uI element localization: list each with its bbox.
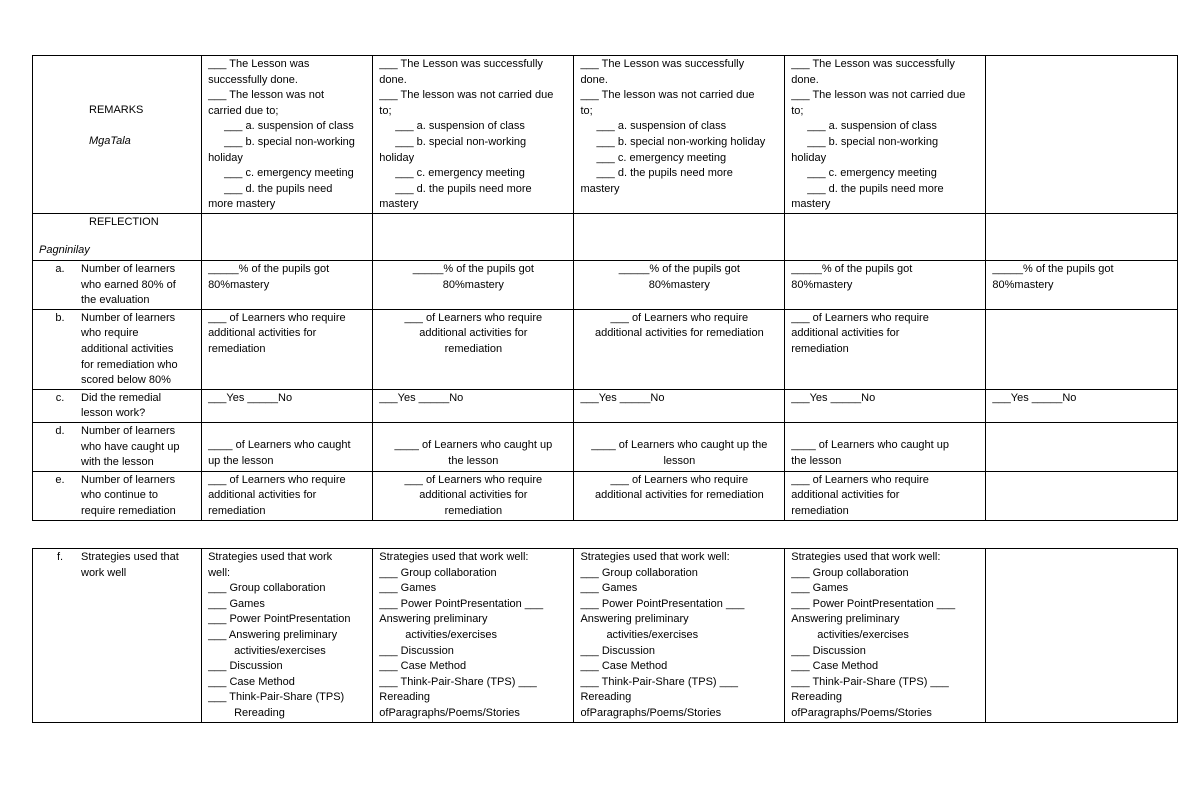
strategies-cell [373,549,574,723]
text-line: Rereading [580,691,632,704]
response-cell [574,389,785,422]
response-cell [373,261,574,310]
response-cell [785,261,986,310]
yes-no-choice: ___Yes _____No [379,391,464,404]
criterion-cell [33,389,202,422]
text-line: ___ Think-Pair-Share (TPS) [208,691,345,704]
text-line: ___ b. special non-working holiday [596,135,766,148]
criterion-label: Did the remedial [81,391,162,404]
text-line: ___ a. suspension of class [395,120,525,133]
text-line: ___ a. suspension of class [807,120,937,133]
text-line: remediation [444,504,503,517]
text-line: ___ Think-Pair-Share (TPS) ___ [379,675,537,688]
text-line: additional activities for [791,489,900,502]
text-line: ___ The lesson was not carried due [379,89,554,102]
empty-cell [785,214,986,261]
text-line: ___ d. the pupils need [224,182,333,195]
empty-cell [986,56,1178,214]
text-line: 80%mastery [992,278,1054,291]
text-line: ___ a. suspension of class [596,120,727,133]
empty-cell [373,214,574,261]
criterion-label: Number of learners [81,473,176,486]
text-line: _____% of the pupils got [992,263,1114,275]
response-cell [785,422,986,471]
text-line: mastery [791,198,831,211]
text-line: ___ Case Method [379,660,467,673]
text-line: ___ Group collaboration [379,566,497,579]
criterion-label: scored below 80% [81,374,171,387]
text-line: additional activities for remediation [594,327,764,340]
text-line: ___ The Lesson was successfully [379,58,543,70]
response-cell [574,422,785,471]
empty-cell [574,214,785,261]
remarks-label: REMARKS [89,104,144,116]
criterion-letter: e. [55,473,65,486]
text-line: ___ Games [379,582,437,595]
text-line: mastery [580,182,620,195]
criterion-label: Number of learners [81,263,176,275]
text-line: additional activities for remediation [594,489,764,502]
text-line: 80%mastery [208,278,270,291]
text-line: ___ Power PointPresentation ___ [379,597,544,610]
text-line: ___ Group collaboration [791,566,909,579]
text-line: ___ Case Method [208,675,295,688]
criterion-label: additional activities [81,342,174,355]
text-line: ___ of Learners who require [610,473,749,486]
strategies-cell [574,549,785,723]
criterion-label: Number of learners [81,311,176,324]
empty-cell [986,471,1178,520]
text-line: done. [791,73,819,86]
text-line: ___ d. the pupils need more [395,182,532,195]
response-cell [986,261,1178,310]
text-line: additional activities for [419,489,528,502]
text-line: ofParagraphs/Poems/Stories [791,706,932,719]
empty-cell [202,214,373,261]
criterion-label: lesson work? [81,407,146,420]
yes-no-choice: ___Yes _____No [791,391,876,404]
row-b [33,309,1178,389]
text-line: _____% of the pupils got [791,263,913,275]
text-line: ___ a. suspension of class [224,120,354,133]
text-line: ___ Think-Pair-Share (TPS) ___ [791,675,949,688]
text-line: ____ of Learners who caught up the [591,438,768,451]
text-line: carried due to; [208,104,279,117]
text-line: ___ c. emergency meeting [224,167,354,180]
response-cell [373,389,574,422]
text-line: remediation [791,342,849,355]
response-cell [202,261,373,310]
criterion-label: who require [81,327,139,340]
criterion-letter: c. [55,391,65,404]
text-line: ___ The Lesson was successfully [791,58,955,70]
response-cell [202,389,373,422]
text-line: activities/exercises [817,628,909,641]
text-line: holiday [379,151,415,164]
row-c [33,389,1178,422]
criterion-label: who have caught up [81,440,180,453]
text-line: done. [379,73,407,86]
text-line: ___ c. emergency meeting [596,151,727,164]
text-line: ___ Games [580,582,638,595]
criterion-label: require remediation [81,504,176,517]
response-cell [202,422,373,471]
text-line: ___ Discussion [208,660,283,673]
text-line: to; [791,104,804,117]
response-cell [373,422,574,471]
text-line: 80%mastery [791,278,853,291]
text-line: ___ Power PointPresentation [208,613,351,626]
criterion-letter: f. [56,551,64,563]
text-line: well: [208,566,231,579]
remarks-cell [785,56,986,214]
text-line: done. [580,73,608,86]
text-line: ___ Discussion [791,644,866,657]
remarks-cell [202,56,373,214]
text-line: ___ Games [208,597,265,610]
text-line: ___ Power PointPresentation ___ [791,597,956,610]
criterion-cell [33,471,202,520]
text-line: to; [580,104,593,117]
text-line: up the lesson [208,454,274,467]
text-line: ___ Case Method [580,660,668,673]
remarks-cell [574,56,785,214]
text-line: Strategies used that work [208,551,333,563]
remarks-sublabel: MgaTala [89,134,131,147]
text-line: ___ Games [791,582,849,595]
text-line: holiday [208,151,243,164]
response-cell [785,389,986,422]
criterion-label: work well [81,566,127,579]
text-line: Rereading [234,706,285,719]
text-line: ___ The lesson was not carried due [791,89,966,102]
yes-no-choice: ___Yes _____No [208,391,293,404]
text-line: ofParagraphs/Poems/Stories [379,706,520,719]
text-line: remediation [208,342,266,355]
empty-cell [986,214,1178,261]
text-line: to; [379,104,392,117]
text-line: ___ Group collaboration [208,582,326,595]
response-cell [574,261,785,310]
text-line: Answering preliminary [580,613,689,626]
response-cell [202,471,373,520]
text-line: ____ of Learners who caught up [394,438,553,451]
row-f [33,549,1178,723]
text-line: ___ of Learners who require [791,311,929,324]
criterion-cell [33,261,202,310]
response-cell [574,309,785,389]
text-line: Strategies used that work well: [791,551,941,563]
criterion-letter: a. [55,263,65,275]
text-line: Rereading [379,691,431,704]
text-line: additional activities for [208,327,317,340]
text-line: ___ Group collaboration [580,566,698,579]
row-e [33,471,1178,520]
text-line: _____% of the pupils got [412,263,534,275]
dll-table-reflection [32,55,1178,521]
text-line: the lesson [791,454,842,467]
text-line: ___ d. the pupils need more [596,167,733,180]
text-line: _____% of the pupils got [618,263,740,275]
text-line: the lesson [448,454,499,467]
response-cell [785,471,986,520]
text-line: Strategies used that work well: [580,551,730,563]
strategies-cell [202,549,373,723]
text-line: ___ Discussion [379,644,454,657]
text-line: ___ The Lesson was successfully [580,58,745,70]
text-line: _____% of the pupils got [208,263,330,275]
text-line: mastery [379,198,419,211]
reflection-row [33,214,1178,261]
empty-cell [986,422,1178,471]
empty-cell [986,309,1178,389]
text-line: Answering preliminary [379,613,488,626]
text-line: ___ of Learners who require [404,311,543,324]
empty-cell [986,549,1178,723]
text-line: activities/exercises [606,628,699,641]
criterion-label: for remediation who [81,358,178,371]
criterion-letter: b. [55,311,65,324]
text-line: ___ The lesson was not carried due [580,89,755,102]
remarks-cell [373,56,574,214]
text-line: ___ Answering preliminary [208,628,338,641]
row-d [33,422,1178,471]
text-line: ___ c. emergency meeting [807,167,937,180]
text-line: 80%mastery [442,278,504,291]
criterion-label: Strategies used that [81,551,179,563]
yes-no-choice: ___Yes _____No [580,391,665,404]
text-line: ___ of Learners who require [208,311,346,324]
text-line: ___ b. special non-working [224,135,355,148]
text-line: ___ b. special non-working [395,135,527,148]
criterion-cell [33,549,202,723]
text-line: holiday [791,151,827,164]
text-line: successfully done. [208,73,298,86]
reflection-label: REFLECTION [89,216,159,228]
yes-no-choice: ___Yes _____No [992,391,1077,404]
text-line: ___ d. the pupils need more [807,182,944,195]
text-line: ___ b. special non-working [807,135,939,148]
text-line: additional activities for [791,327,900,340]
criterion-label: the evaluation [81,294,150,307]
text-line: additional activities for [208,489,317,502]
text-line: remediation [791,504,849,517]
row-a [33,261,1178,310]
text-line: ___ The Lesson was [208,58,310,70]
text-line: lesson [663,454,696,467]
text-line: remediation [444,342,503,355]
response-cell [785,309,986,389]
criterion-cell [33,422,202,471]
text-line: ___ of Learners who require [208,473,346,486]
reflection-label-cell [33,214,202,261]
criterion-label: who continue to [81,489,159,502]
text-line: more mastery [208,198,276,211]
remarks-row [33,56,1178,214]
text-line: Strategies used that work well: [379,551,529,563]
criterion-label: who earned 80% of [81,278,176,291]
text-line: activities/exercises [234,644,326,657]
text-line: ___ Think-Pair-Share (TPS) ___ [580,675,738,688]
response-cell [373,309,574,389]
criterion-label: with the lesson [81,456,154,469]
reflection-sublabel: Pagninilay [39,243,90,256]
text-line: ofParagraphs/Poems/Stories [580,706,722,719]
text-line: 80%mastery [648,278,710,291]
text-line: ___ of Learners who require [404,473,543,486]
response-cell [202,309,373,389]
text-line: ___ of Learners who require [610,311,749,324]
text-line: ___ Discussion [580,644,656,657]
text-line: activities/exercises [405,628,497,641]
response-cell [574,471,785,520]
strategies-cell [785,549,986,723]
text-line: ___ Case Method [791,660,879,673]
text-line: ____ of Learners who caught up [791,438,950,451]
criterion-letter: d. [55,424,65,437]
response-cell [373,471,574,520]
text-line: Answering preliminary [791,613,900,626]
text-line: ___ of Learners who require [791,473,929,486]
response-cell [986,389,1178,422]
text-line: ____ of Learners who caught [208,438,351,451]
text-line: additional activities for [419,327,528,340]
criterion-cell [33,309,202,389]
text-line: remediation [208,504,266,517]
remarks-label-cell [33,56,202,214]
text-line: ___ Power PointPresentation ___ [580,597,745,610]
dll-table-strategies [32,548,1178,723]
text-line: ___ The lesson was not [208,89,325,102]
text-line: ___ c. emergency meeting [395,167,525,180]
text-line: Rereading [791,691,842,704]
criterion-label: Number of learners [81,424,176,437]
